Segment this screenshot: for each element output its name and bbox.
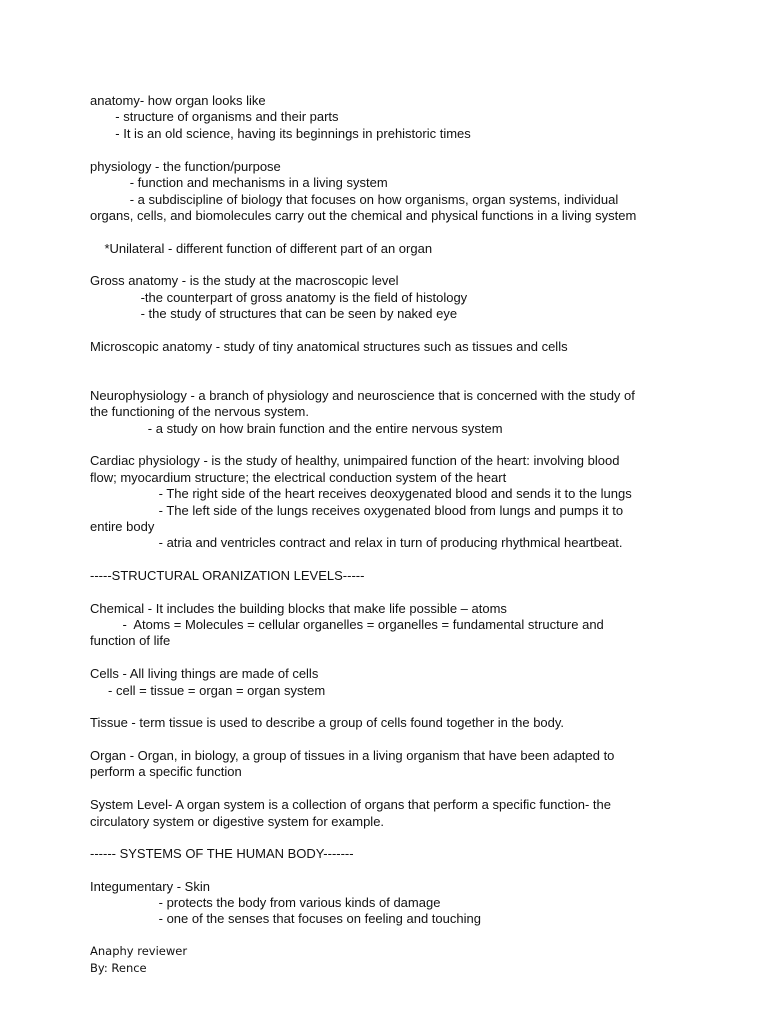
text-line: Organ - Organ, in biology, a group of tissues in a living organism that have been adapted to: [90, 748, 615, 763]
text-line: - structure of organisms and their parts: [90, 109, 339, 124]
text-line: - It is an old science, having its beginnings in prehistoric times: [90, 126, 471, 141]
text-line: - one of the senses that focuses on feeling and touching: [90, 911, 481, 926]
text-line: anatomy- how organ looks like: [90, 93, 266, 108]
footer-author: By: Rence: [90, 961, 147, 975]
text-line: organs, cells, and biomolecules carry out the chemical and physical functions in a living system: [90, 208, 637, 223]
text-line: Tissue - term tissue is used to describe a group of cells found together in the body.: [90, 715, 565, 730]
text-line: - a subdiscipline of biology that focuses on how organisms, organ systems, individual: [90, 192, 619, 207]
text-line: - the study of structures that can be seen by naked eye: [90, 306, 458, 321]
text-line: the functioning of the nervous system.: [90, 404, 309, 419]
text-line: *Unilateral - different function of different part of an organ: [90, 241, 433, 256]
text-line: Microscopic anatomy - study of tiny anatomical structures such as tissues and cells: [90, 339, 568, 354]
footer-title: Anaphy reviewer: [90, 944, 188, 958]
text-line: - a study on how brain function and the entire nervous system: [90, 421, 503, 436]
text-line: perform a specific function: [90, 764, 242, 779]
text-line: entire body: [90, 519, 155, 534]
text-line: Cardiac physiology - is the study of healthy, unimpaired function of the heart: involving blood: [90, 453, 620, 468]
text-line: Neurophysiology - a branch of physiology and neuroscience that is concerned with the study of: [90, 388, 635, 403]
text-line: Chemical - It includes the building blocks that make life possible – atoms: [90, 601, 507, 616]
text-line: - function and mechanisms in a living system: [90, 175, 388, 190]
text-line: Integumentary - Skin: [90, 879, 210, 894]
section-heading: -----STRUCTURAL ORANIZATION LEVELS-----: [90, 568, 365, 583]
text-line: physiology - the function/purpose: [90, 159, 281, 174]
text-line: System Level- A organ system is a collection of organs that perform a specific function- the: [90, 797, 611, 812]
section-heading: ------ SYSTEMS OF THE HUMAN BODY-------: [90, 846, 354, 861]
text-line: - The right side of the heart receives deoxygenated blood and sends it to the lungs: [90, 486, 632, 501]
text-line: Cells - All living things are made of cells: [90, 666, 319, 681]
text-line: - cell = tissue = organ = organ system: [90, 683, 326, 698]
text-line: - The left side of the lungs receives oxygenated blood from lungs and pumps it to: [90, 503, 624, 518]
text-line: Gross anatomy - is the study at the macroscopic level: [90, 273, 399, 288]
text-line: - atria and ventricles contract and relax in turn of producing rhythmical heartbeat.: [90, 535, 623, 550]
text-line: - protects the body from various kinds of damage: [90, 895, 441, 910]
text-line: -the counterpart of gross anatomy is the field of histology: [90, 290, 468, 305]
text-line: flow; myocardium structure; the electrical conduction system of the heart: [90, 470, 507, 485]
text-line: - Atoms = Molecules = cellular organelles = organelles = fundamental structure and: [90, 617, 604, 632]
text-line: function of life: [90, 633, 171, 648]
text-line: circulatory system or digestive system for example.: [90, 814, 385, 829]
